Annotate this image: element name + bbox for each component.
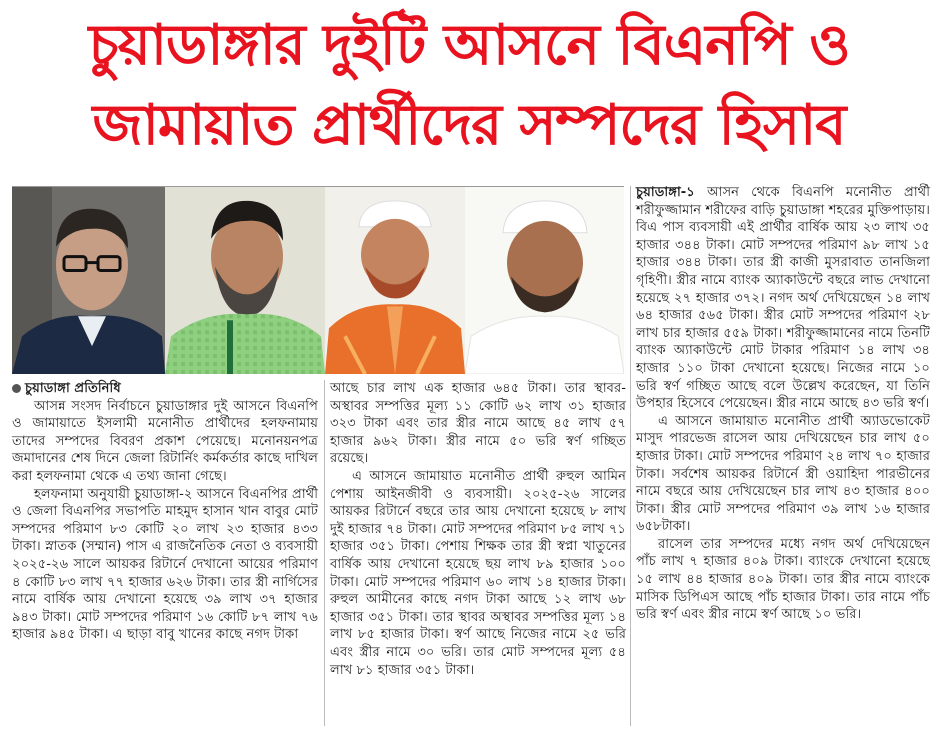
paragraph: এ আসনে জামায়াত মনোনীত প্রার্থী অ্যাডভোকেট মাসুদ পারভেজ রাসেল আয় দেখিয়েছেন চার লাখ ৫০ হাজার টাকা। মোট সম্পদের পরিমাণ ২৪ লাখ ৭০ হাজার টাকা। সর্বশেষ আয়কর রিটার্নে স্ত্রী ওয়াহিদা পারভীনের নামে বছরে আয় দেখিয়েছেন চার লাখ ৪৩ হাজার ৪০০ টাকা। স্ত্রীর মোট সম্পদের পরিমাণ ৩৯ লাখ ১৬ হাজার ৬৫৮টাকা। <box>636 413 930 535</box>
headline-line-2: জামায়াত প্রার্থীদের সম্পদের হিসাব <box>92 93 846 158</box>
paragraph: হলফনামা অনুযায়ী চুয়াডাঙ্গা-২ আসনে বিএনপির প্রার্থী ও জেলা বিএনপির সভাপতি মাহমুদ হাসান খান বাবুর মোট সম্পদের পরিমাণ ৮৩ কোটি ২০ লাখ ২৩ হাজার ৪৩৩ টাকা। স্নাতক (সম্মান) পাস এ রাজনৈতিক নেতা ও ব্যবসায়ী ২০২৫-২৬ সালে আয়কর রিটার্নে দেখানো আয়ের পরিমাণ ৪ কোটি ৮৩ লাখ ৭৭ হাজার ৬২৬ টাকা। তার স্ত্রী নার্গিসের নামে বার্ষিক আয় দেখানো হয়েছে ৩৯ লাখ ৩৭ হাজার ৯৪৩ টাকা। মোট সম্পদের পরিমাণ ১৬ কোটি ৮৭ লাখ ৭৬ হাজার ৯৪৫ টাকা। এ ছাড়া বাবু খানের কাছে নগদ টাকা <box>12 486 318 643</box>
article-column-1 <box>12 380 318 644</box>
paragraph: এ আসনে জামায়াত মনোনীত প্রার্থী রুহুল আমিন পেশায় আইনজীবী ও ব্যবসায়ী। ২০২৫-২৬ সালের আয়কর রিটার্নে বছরে তার আয় দেখানো হয়েছে ৮ লাখ দুই হাজার ৭৪ টাকা। মোট সম্পদের পরিমাণ ৮৫ লাখ ৭১ হাজার ৩৫১ টাকা। পেশায় শিক্ষক তার স্ত্রী স্বপ্না খাতুনের বার্ষিক আয় দেখানো হয়েছে ছয় লাখ ৮৯ হাজার ১০০ টাকা। মোট সম্পদের পরিমাণ ৬০ লাখ ১৪ হাজার টাকা। রুহুল আমীনের কাছে নগদ টাকা আছে ১২ লাখ ৬৮ হাজার ৩৫১ টাকা। তার স্থাবর অস্থাবর সম্পত্তির মূল্য ১৪ লাখ ৮৫ হাজার টাকা। স্বর্ণ আছে নিজের নামে ২৫ ভরি এবং স্ত্রীর নামে ৩০ ভরি। তার মোট সম্পদের মূল্য ৫৪ লাখ ৮১ হাজার ৩৫১ টাকা। <box>330 468 626 678</box>
headline <box>0 6 938 166</box>
candidate-photo-3 <box>325 187 465 374</box>
candidate-photos <box>12 186 624 374</box>
candidate-photo-2 <box>165 187 325 374</box>
candidate-photo-4 <box>465 187 624 374</box>
byline-text: চুয়াডাঙ্গা প্রতিনিধি <box>25 381 121 396</box>
paragraph: আসন্ন সংসদ নির্বাচনে চুয়াডাঙ্গার দুই আসনে বিএনপি ও জামায়াতে ইসলামী মনোনীত প্রার্থীদের হলফনামায় তাদের সম্পদের বিবরণ প্রকাশ পেয়েছে। মনোনয়নপত্র জমাদানের শেষ দিনে জেলা রিটার্নিং কর্মকর্তার কাছে দাখিল করা হলফনামা থেকে এ তথ্য জানা গেছে। <box>12 398 318 484</box>
column-divider-1 <box>324 380 325 726</box>
paragraph-body: আসন থেকে বিএনপি মনোনীত প্রার্থী শরীফুজ্জামান শরীফের বাড়ি চুয়াডাঙ্গা শহরের মুক্তিপাড়ায়। বিএ পাস ব্যবসায়ী এই প্রার্থীর বার্ষিক আয় ২৩ লাখ ৩৫ হাজার ৩৪৪ টাকা। মোট সম্পদের পরিমাণ ৯৮ লাখ ১৫ হাজার ৩৪৪ টাকা। তার স্ত্রী কাজী মুসরাবাত তানজিলা গৃহিণী। স্ত্রীর নামে ব্যাংক অ্যাকাউন্টে বছরে লাভ দেখানো হয়েছে ২৭ হাজার ৩৭২। নগদ অর্থ দেখিয়েছেন ১৪ লাখ ৬৪ হাজার ৫৬৫ টাকা। স্ত্রীর মোট সম্পদের পরিমাণ ২৮ লাখ চার হাজার ৫৫৯ টাকা। শরীফুজ্জামানের নামে তিনটি ব্যাংক অ্যাকাউন্টে মোট টাকার পরিমাণ ১৪ লাখ ৩৪ হাজার ১১০ টাকা দেখানো হয়েছে। নিজের নামে ১০ ভরি স্বর্ণ গচ্ছিত আছে বলে উল্লেখ করেছেন, যা তিনি উপহার হিসেবে পেয়েছেন। স্ত্রীর নামে আছে ৪৩ ভরি স্বর্ণ। <box>636 185 930 412</box>
article-column-3 <box>636 184 930 624</box>
byline <box>12 380 318 398</box>
candidate-photo-1 <box>12 187 165 374</box>
headline-line-1: চুয়াডাঙ্গার দুইটি আসনে বিএনপি ও <box>88 13 850 78</box>
column-divider-2 <box>630 186 631 726</box>
article-column-2 <box>330 380 626 679</box>
paragraph: আছে চার লাখ এক হাজার ৬৪৫ টাকা। তার স্থাবর-অস্থাবর সম্পত্তির মূল্য ১১ কোটি ৬২ লাখ ৩১ হাজার ৩২৩ টাকা এবং তার স্ত্রীর নামে আছে ৪৫ লাখ ৫৭ হাজার ৯৬২ টাকা। স্ত্রীর নামে ৫০ ভরি স্বর্ণ গচ্ছিত রয়েছে। <box>330 381 626 467</box>
paragraph: রাসেল তার সম্পদের মধ্যে নগদ অর্থ দেখিয়েছেন পাঁচ লাখ ৭ হাজার ৪০৯ টাকা। ব্যাংকে দেখানো হয়েছে ১৫ লাখ ৪৪ হাজার ৪০৯ টাকা। তার স্ত্রীর নামে ব্যাংকে মাসিক ডিপিএস আছে পাঁচ হাজার টাকা। তার নামে পাঁচ ভরি স্বর্ণ এবং স্ত্রীর নামে স্বর্ণ আছে ১০ ভরি। <box>636 536 930 623</box>
paragraph-lead: চুয়াডাঙ্গা-১ <box>636 185 695 200</box>
paragraph <box>636 184 930 413</box>
bullet-icon <box>12 384 21 393</box>
